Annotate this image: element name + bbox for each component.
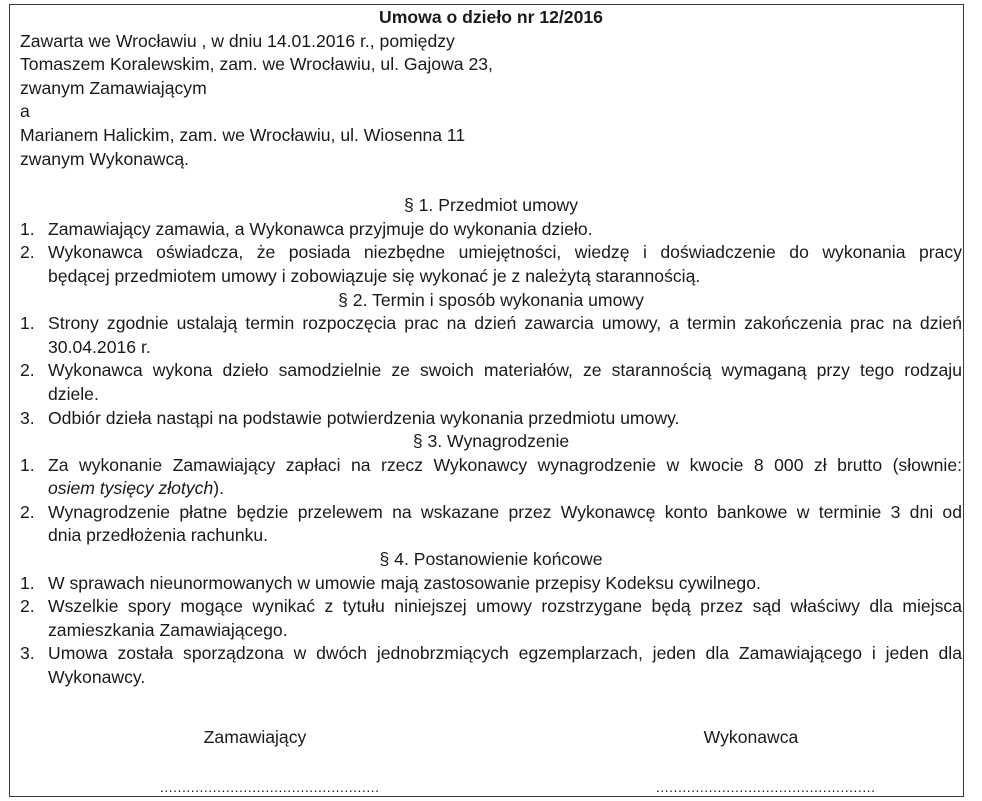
list-item	[20, 312, 962, 359]
section-4	[20, 548, 962, 690]
item-text-continued: zamieszkania Zamawiającego.	[48, 619, 288, 640]
item-number: 2.	[20, 501, 35, 522]
item-number: 2.	[20, 360, 35, 381]
item-text-continued: Wykonawcy.	[48, 667, 146, 688]
list-item	[20, 407, 962, 431]
item-text: Wszelkie spory mogące wynikać z tytułu niniejszej umowy rozstrzygane będą przez sąd właściwy dla miejsca	[48, 596, 962, 617]
item-number: 1.	[20, 454, 35, 475]
item-text-continued: 30.04.2016 r.	[48, 336, 151, 357]
item-text: Wynagrodzenie płatne będzie przelewem na wskazane przez Wykonawcę konto bankowe w terminie 3 dni od	[48, 501, 962, 522]
list-item	[20, 241, 962, 288]
item-number: 1.	[20, 572, 35, 593]
section-title: § 3. Wynagrodzenie	[412, 431, 570, 452]
signature-line-client: ..................................................	[160, 778, 380, 795]
signature-block-contractor	[656, 726, 876, 799]
item-number: 1.	[20, 218, 35, 239]
item-text: Za wykonanie Zamawiający zapłaci na rzecz Wykonawcy wynagrodzenie w kwocie 8 000 zł brutto (słownie:	[48, 454, 962, 475]
list-item	[20, 454, 962, 501]
amount-in-words: osiem tysięcy złotych	[48, 478, 214, 499]
section-2	[20, 289, 962, 431]
item-number: 1.	[20, 313, 35, 334]
signature-label-client: Zamawiający	[203, 727, 307, 747]
preamble-line: a	[20, 101, 30, 122]
document-title: Umowa o dzieło nr 12/2016	[379, 7, 603, 27]
item-text: Wykonawca oświadcza, że posiada niezbędne umiejętności, wiedzę i doświadczenie do wykonania pracy	[48, 242, 962, 263]
preamble-line: Zawarta we Wrocławiu , w dniu 14.01.2016 r., pomiędzy	[20, 30, 455, 51]
item-text: Umowa została sporządzona w dwóch jednobrzmiących egzemplarzach, jeden dla Zamawiającego i jeden dla	[48, 643, 962, 664]
item-text-continued: będącej przedmiotem umowy i zobowiązuje się wykonać je z należytą starannością.	[48, 265, 701, 286]
section-3	[20, 430, 962, 548]
item-number: 3.	[20, 407, 35, 428]
item-number: 2.	[20, 242, 35, 263]
section-title: § 1. Przedmiot umowy	[403, 195, 579, 216]
section-title: § 2. Termin i sposób wykonania umowy	[338, 289, 644, 310]
item-text: Strony zgodnie ustalają termin rozpoczęcia prac na dzień zawarcia umowy, a termin zakończenia prac na dzień	[48, 313, 962, 334]
preamble-line: Marianem Halickim, zam. we Wrocławiu, ul. Wiosenna 11	[20, 124, 466, 145]
section-title: § 4. Postanowienie końcowe	[379, 549, 603, 570]
section-list	[20, 218, 962, 289]
item-text-tail: ).	[213, 478, 224, 499]
list-item	[20, 642, 962, 689]
preamble	[20, 30, 962, 172]
section-list	[20, 572, 962, 690]
list-item	[20, 359, 962, 406]
item-text: Odbiór dzieła nastąpi na podstawie potwierdzenia wykonania przedmiotu umowy.	[48, 407, 680, 428]
preamble-line: Tomaszem Koralewskim, zam. we Wrocławiu, ul. Gajowa 23,	[20, 54, 493, 75]
item-number: 2.	[20, 596, 35, 617]
item-text-continued: dnia przedłożenia rachunku.	[48, 525, 269, 546]
item-text: W sprawach nieunormowanych w umowie mają zastosowanie przepisy Kodeksu cywilnego.	[48, 572, 761, 593]
contract-document	[20, 6, 962, 795]
signature-line-contractor: ..................................................	[656, 778, 876, 795]
list-item	[20, 218, 962, 242]
signature-label-contractor: Wykonawca	[703, 727, 799, 747]
item-text-continued: dziele.	[48, 383, 99, 404]
preamble-line: zwanym Zamawiającym	[20, 77, 207, 98]
list-item	[20, 501, 962, 548]
section-1	[20, 194, 962, 288]
section-list	[20, 312, 962, 430]
section-list	[20, 454, 962, 548]
item-text: Zamawiający zamawia, a Wykonawca przyjmuje do wykonania dzieło.	[48, 218, 593, 239]
list-item	[20, 572, 962, 596]
list-item	[20, 595, 962, 642]
signature-block-client	[160, 726, 380, 799]
item-text: Wykonawca wykona dzieło samodzielnie ze swoich materiałów, ze starannością wymaganą przy tego rodzaju	[48, 360, 962, 381]
preamble-line: zwanym Wykonawcą.	[20, 148, 189, 169]
item-number: 3.	[20, 643, 35, 664]
